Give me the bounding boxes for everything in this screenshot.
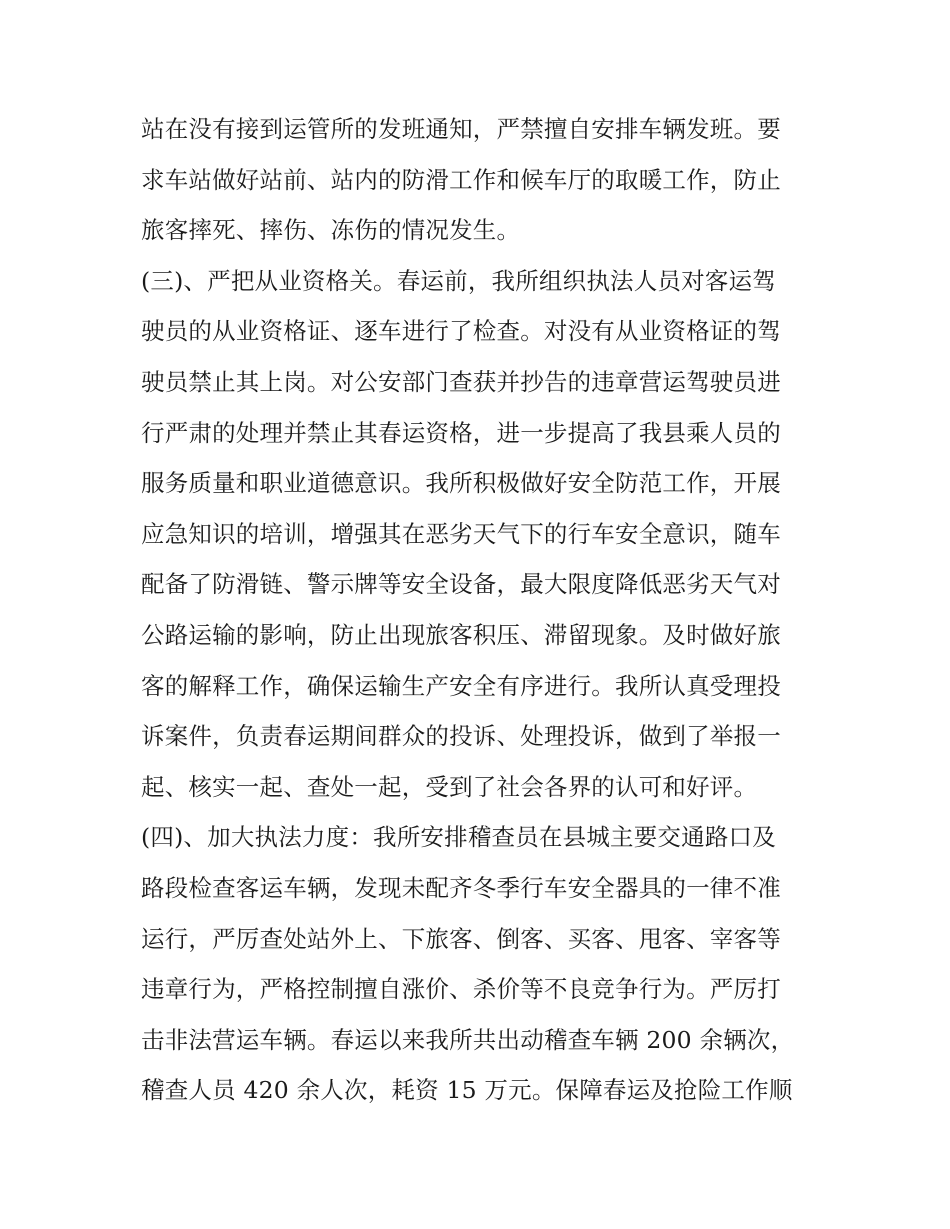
text-line: (四)、加大执法力度：我所安排稽查员在县城主要交通路口及 — [141, 823, 776, 852]
text-line: 驶员禁止其上岗。对公安部门查获并抄告的违章营运驾驶员进 — [141, 367, 781, 396]
text-line: 违章行为，严格控制擅自涨价、杀价等不良竞争行为。严厉打 — [141, 975, 781, 1004]
text-line: (三)、严把从业资格关。春运前，我所组织执法人员对客运驾 — [141, 266, 776, 295]
text-line: 旅客摔死、摔伤、冻伤的情况发生。 — [141, 216, 521, 245]
text-line: 站在没有接到运管所的发班通知，严禁擅自安排车辆发班。要 — [141, 115, 781, 143]
text-line: 客的解释工作，确保运输生产安全有序进行。我所认真受理投 — [141, 671, 781, 700]
text-line: 击非法营运车辆。春运以来我所共出动稽查车辆 200 余辆次， — [141, 1025, 795, 1054]
text-line: 运行，严厉查处站外上、下旅客、倒客、买客、甩客、宰客等 — [141, 924, 781, 953]
text-line: 起、核实一起、查处一起，受到了社会各界的认可和好评。 — [141, 772, 758, 801]
text-line: 求车站做好站前、站内的防滑工作和候车厅的取暖工作，防止 — [141, 165, 781, 194]
text-line: 路段检查客运车辆，发现未配齐冬季行车安全器具的一律不准 — [141, 873, 781, 902]
text-line: 驶员的从业资格证、逐车进行了检查。对没有从业资格证的驾 — [141, 317, 781, 346]
text-line: 稽查人员 420 余人次，耗资 15 万元。保障春运及抢险工作顺 — [141, 1076, 793, 1105]
text-line: 诉案件，负责春运期间群众的投诉、处理投诉，做到了举报一 — [141, 722, 781, 751]
text-line: 行严肃的处理并禁止其春运资格，进一步提高了我县乘人员的 — [141, 418, 781, 447]
text-line: 配备了防滑链、警示牌等安全设备，最大限度降低恶劣天气对 — [141, 570, 781, 599]
text-line: 公路运输的影响，防止出现旅客积压、滞留现象。及时做好旅 — [141, 620, 781, 649]
text-line: 应急知识的培训，增强其在恶劣天气下的行车安全意识，随车 — [141, 519, 781, 548]
text-line: 服务质量和职业道德意识。我所积极做好安全防范工作，开展 — [141, 469, 781, 498]
document-body — [141, 104, 821, 1116]
